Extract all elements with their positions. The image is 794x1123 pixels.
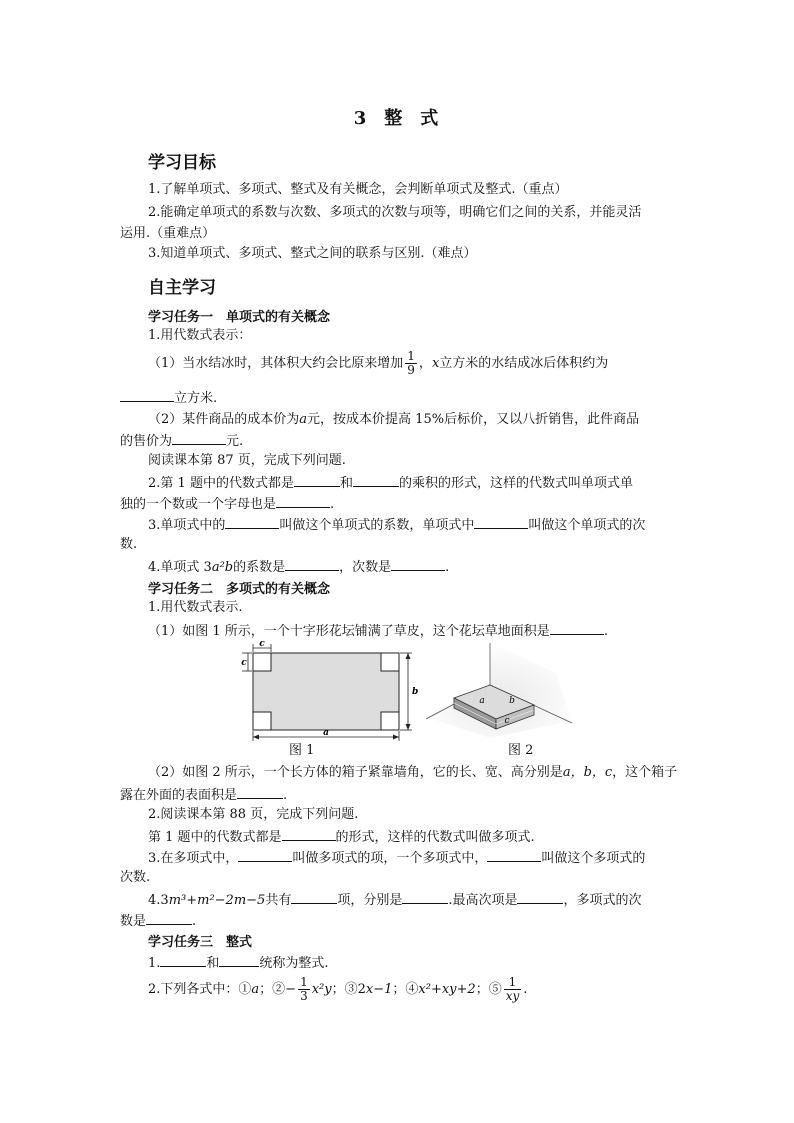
answer-blank[interactable] — [219, 952, 259, 967]
fig1-label-c-left: c — [241, 658, 247, 668]
task-heading-2: 学习任务二 多项式的有关概念 — [148, 582, 331, 597]
fraction-one-over-xy: $\frac{1}{xy}$ — [505, 975, 520, 1003]
fig2-label-a: a — [479, 696, 485, 706]
answer-blank[interactable] — [285, 556, 339, 571]
task1-q3-line2: 数. — [120, 537, 138, 552]
task1-q2-line2: 独的一个数或一个字母也是 . — [120, 493, 334, 515]
figure-1-caption: 图 1 — [289, 743, 315, 758]
task1-q2: 2.第 1 题中的代数式都是 和 的乘积的形式，这样的代数式叫单项式单 — [148, 472, 633, 494]
task1-q4: 4.单项式 3a²b的系数是 ，次数是 . — [148, 556, 449, 578]
section-heading-goals: 学习目标 — [148, 153, 216, 173]
answer-blank[interactable] — [172, 430, 226, 445]
task1-q1a: （1）当水结冰时，其体积大约会比原来增加 $\frac{1}{9}$ ，x立方米的水结成冰后体积约为 — [148, 349, 609, 377]
answer-blank[interactable] — [294, 472, 340, 487]
task1-q3: 3.单项式中的 叫做这个单项式的系数，单项式中 叫做这个单项式的次 — [148, 514, 645, 536]
fig1-label-a: a — [323, 728, 329, 738]
fig1-label-c-top: c — [259, 639, 265, 649]
answer-blank[interactable] — [238, 847, 292, 862]
task-heading-1: 学习任务一 单项式的有关概念 — [148, 310, 331, 325]
task2-q3: 3.在多项式中， 叫做多项式的项，一个多项式中， 叫做这个多项式的 — [148, 847, 645, 869]
figure-2-box-in-corner — [424, 643, 574, 738]
goal-item-3: 3.知道单项式、多项式、整式之间的联系与区别.（难点） — [148, 246, 477, 261]
goal-item-2: 2.能确定单项式的系数与次数、多项式的次数与项等，明确它们之间的关系，并能灵活 — [148, 205, 642, 220]
goal-item-2-cont: 运用.（重难点） — [120, 226, 216, 241]
answer-blank[interactable] — [474, 514, 528, 529]
page-title: 3 整 式 — [353, 108, 441, 129]
section-heading-self-study: 自主学习 — [148, 278, 216, 298]
answer-blank[interactable] — [291, 889, 337, 904]
answer-blank[interactable] — [225, 514, 279, 529]
fraction-one-ninth: $\frac{1}{9}$ — [407, 349, 415, 377]
task1-q1: 1.用代数式表示： — [148, 328, 252, 343]
answer-blank[interactable] — [282, 826, 336, 841]
task2-q1b: （2）如图 2 所示，一个长方体的箱子紧靠墙角，它的长、宽、高分别是a，b，c，这个箱子 — [148, 765, 678, 780]
fraction-one-third: $\frac{1}{3}$ — [300, 975, 308, 1003]
answer-blank[interactable] — [391, 556, 445, 571]
answer-blank[interactable] — [353, 472, 399, 487]
task2-q1: 1.用代数式表示. — [148, 600, 243, 615]
task1-q1a-end: 立方米. — [120, 387, 217, 409]
figure-2-caption: 图 2 — [508, 743, 534, 758]
fig1-label-b: b — [412, 687, 419, 697]
fig2-label-c: c — [504, 716, 510, 726]
answer-blank[interactable] — [517, 889, 563, 904]
answer-blank[interactable] — [146, 910, 192, 925]
task2-q3-line2: 次数. — [120, 870, 151, 885]
task-heading-3: 学习任务三 整式 — [148, 935, 253, 950]
task2-q4-line2: 数是 . — [120, 910, 196, 932]
goal-item-1: 1.了解单项式、多项式、整式及有关概念，会判断单项式及整式.（重点） — [148, 182, 568, 197]
task3-q1: 1. 和 统称为整式. — [148, 952, 329, 974]
answer-blank[interactable] — [276, 493, 330, 508]
answer-blank[interactable] — [160, 952, 206, 967]
task3-q2: 2.下列各式中：①a；②− $\frac{1}{3}$ x²y；③2x−1；④x²+xy+2；⑤ $\frac{1}{xy}$ . — [148, 975, 528, 1003]
answer-blank[interactable] — [237, 784, 283, 799]
task2-q1b-line2: 露在外面的表面积是 . — [120, 784, 287, 806]
task1-q1b-line2: 的售价为 元. — [120, 430, 243, 452]
task1-read: 阅读课本第 87 页，完成下列问题. — [148, 453, 346, 468]
figure-1-cross-flowerbed — [240, 638, 420, 744]
answer-blank[interactable] — [550, 620, 604, 635]
task2-q1a: （1）如图 1 所示，一个十字形花坛铺满了草皮，这个花坛草地面积是 . — [148, 620, 608, 642]
task2-q2: 2.阅读课本第 88 页，完成下列问题. — [148, 807, 359, 822]
task1-q1b: （2）某件商品的成本价为a元，按成本价提高 15%后标价，又以八折销售，此件商品 — [148, 412, 640, 427]
task2-q4: 4.3m³+m²−2m−5共有 项，分别是 .最高次项是 ，多项式的次 — [148, 889, 642, 911]
task2-q2a: 第 1 题中的代数式都是 的形式，这样的代数式叫做多项式. — [148, 826, 535, 848]
answer-blank[interactable] — [120, 387, 174, 402]
answer-blank[interactable] — [487, 847, 541, 862]
answer-blank[interactable] — [402, 889, 448, 904]
fig2-label-b: b — [509, 696, 515, 706]
